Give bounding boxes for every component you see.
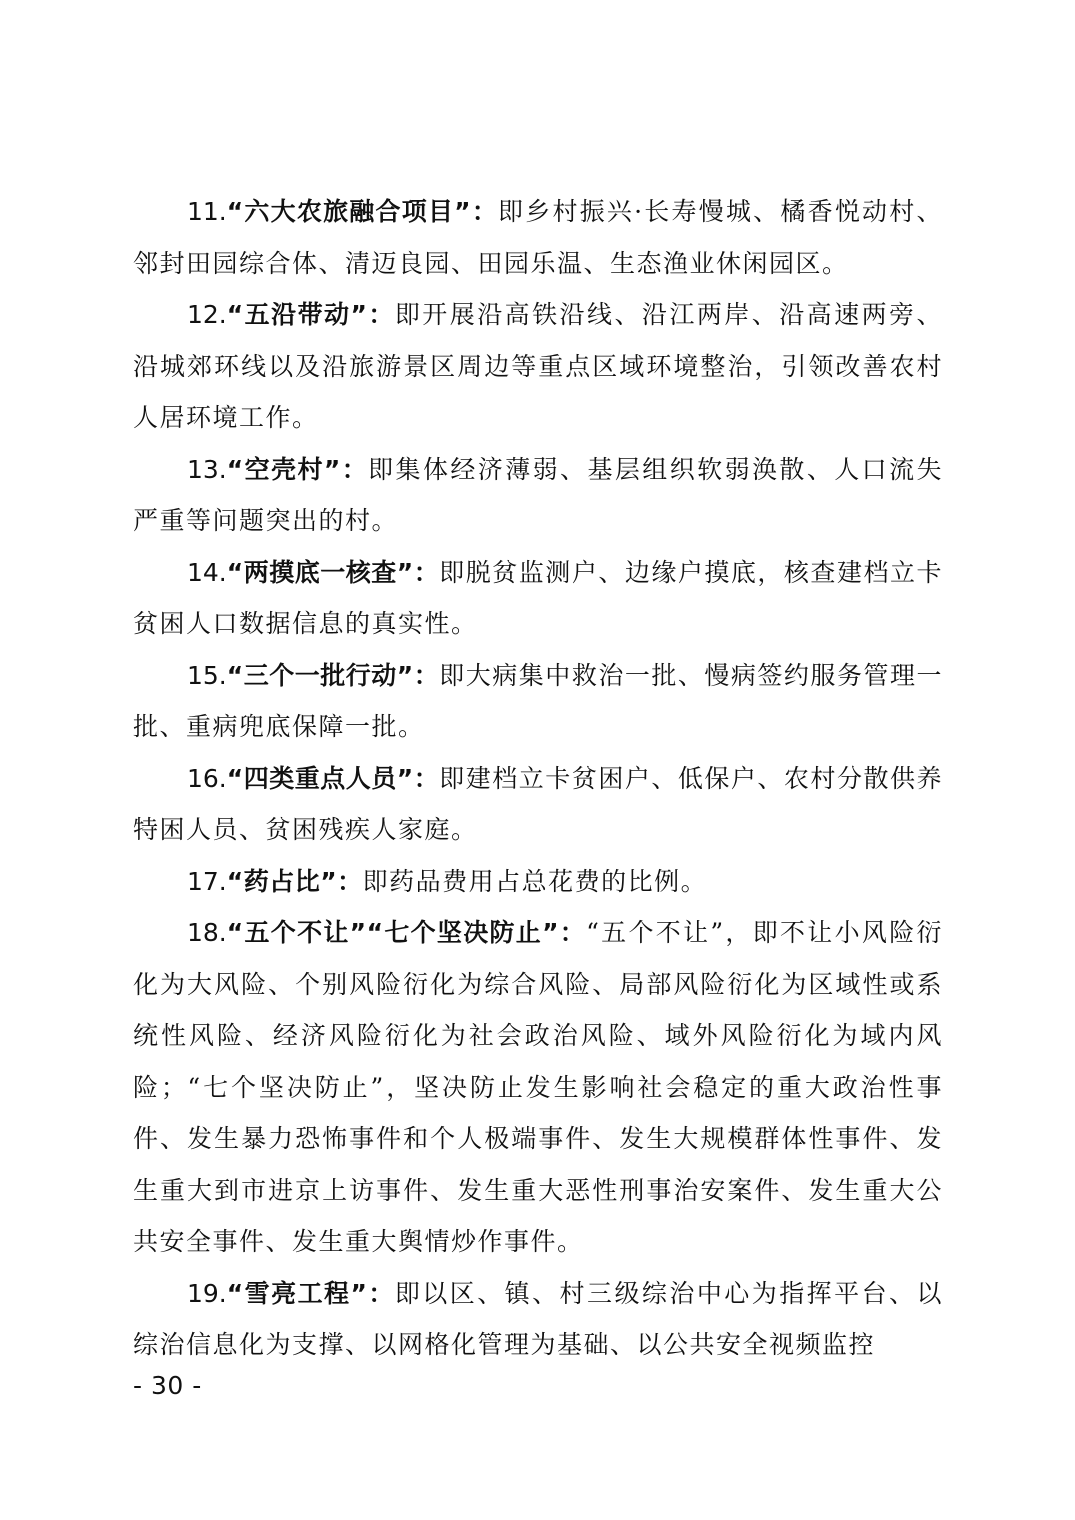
glossary-item-14 (133, 547, 943, 650)
page-number: - 30 - (133, 1371, 202, 1400)
item-definition: 即集体经济薄弱、基层组织软弱涣散、人口流失严重等问题突出的村。 (133, 454, 943, 535)
item-number: 13. (187, 454, 227, 484)
item-definition: “五个不让”，即不让小风险衍化为大风险、个别风险衍化为综合风险、局部风险衍化为区域性或系统性风险、经济风险衍化为社会政治风险、域外风险衍化为域内风险；“七个坚决防止”，坚决防止发生影响社会稳定的重大政治性事件、发生暴力恐怖事件和个人极端事件、发生大规模群体性事件、发生重大到市进京上访事件、发生重大恶性刑事治安案件、发生重大公共安全事件、发生重大舆情炒作事件。 (133, 918, 943, 1256)
item-term: “五沿带动”： (226, 300, 395, 329)
item-number: 19. (187, 1278, 227, 1308)
item-number: 14. (187, 557, 227, 587)
item-definition: 即大病集中救治一批、慢病签约服务管理一批、重病兜底保障一批。 (133, 660, 943, 741)
glossary-item-15 (133, 650, 943, 753)
glossary-item-18 (133, 907, 943, 1268)
item-term: “雪亮工程”： (226, 1278, 395, 1308)
item-term: “两摸底一核查”： (226, 557, 440, 587)
item-number: 12. (187, 300, 227, 329)
item-definition: 即开展沿高铁沿线、沿江两岸、沿高速两旁、沿城郊环线以及沿旅游景区周边等重点区域环境整治，引领改善农村人居环境工作。 (133, 300, 943, 432)
item-definition: 即脱贫监测户、边缘户摸底，核查建档立卡贫困人口数据信息的真实性。 (133, 557, 943, 638)
item-term: “六大农旅融合项目”： (226, 197, 499, 226)
glossary-item-13 (133, 444, 943, 547)
item-term: “药占比”： (226, 866, 363, 896)
item-number: 11. (187, 197, 227, 226)
item-definition: 即药品费用占总花费的比例。 (362, 866, 708, 896)
glossary-item-17 (133, 856, 943, 908)
glossary-item-16 (133, 753, 943, 856)
glossary-content (133, 186, 943, 1371)
item-number: 15. (187, 660, 227, 690)
item-term: “三个一批行动”： (226, 660, 440, 690)
item-definition: 即建档立卡贫困户、低保户、农村分散供养特困人员、贫困残疾人家庭。 (133, 763, 943, 844)
item-definition: 即乡村振兴·长寿慢城、橘香悦动村、邻封田园综合体、清迈良园、田园乐温、生态渔业休闲园区。 (133, 197, 943, 278)
item-term: “五个不让”“七个坚决防止”： (226, 918, 587, 947)
item-number: 16. (187, 763, 227, 793)
glossary-item-12 (133, 289, 943, 444)
item-term: “空壳村”： (226, 454, 369, 484)
glossary-item-11 (133, 186, 943, 289)
glossary-item-19 (133, 1268, 943, 1371)
item-number: 17. (187, 866, 227, 896)
item-term: “四类重点人员”： (226, 763, 440, 793)
item-definition: 即以区、镇、村三级综治中心为指挥平台、以综治信息化为支撑、以网格化管理为基础、以公共安全视频监控 (133, 1278, 943, 1359)
item-number: 18. (187, 918, 227, 947)
